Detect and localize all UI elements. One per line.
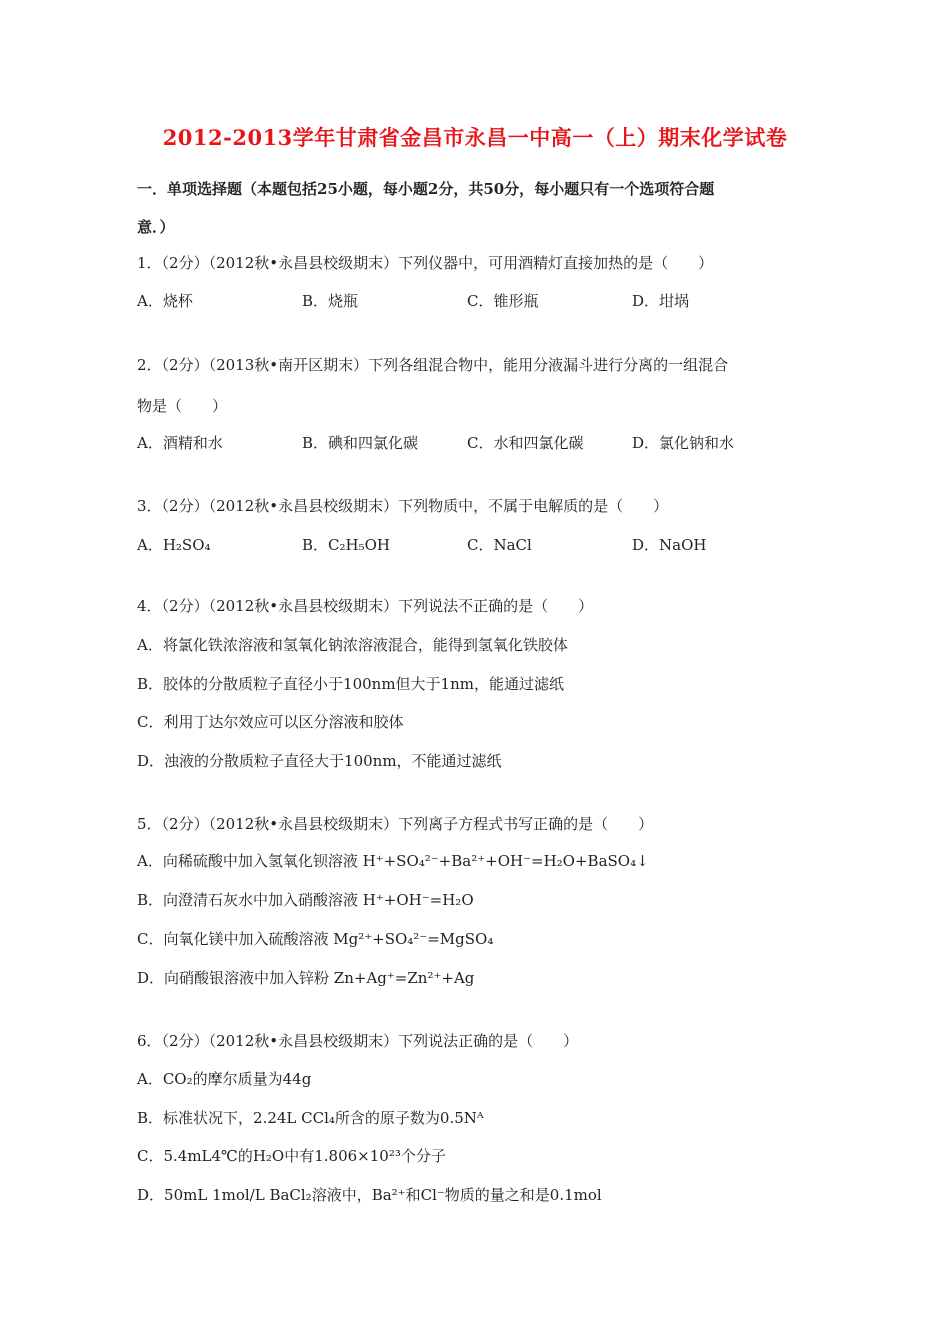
question-4-option-a: A．将氯化铁浓溶液和氢氧化钠浓溶液混合，能得到氢氧化铁胶体 xyxy=(137,636,568,654)
question-5-option-c: C．向氧化镁中加入硫酸溶液 Mg²⁺+SO₄²⁻=MgSO₄ xyxy=(137,930,494,948)
question-1-option-d: D．坩埚 xyxy=(632,292,690,310)
question-4-option-c: C．利用丁达尔效应可以区分溶液和胶体 xyxy=(137,713,404,731)
question-2-option-b: B．碘和四氯化碳 xyxy=(302,434,419,452)
question-1-option-a: A．烧杯 xyxy=(137,292,193,310)
question-6-option-c: C．5.4mL4℃的H₂O中有1.806×10²³个分子 xyxy=(137,1147,446,1165)
question-5-option-d: D．向硝酸银溶液中加入锌粉 Zn+Ag⁺=Zn²⁺+Ag xyxy=(137,969,475,987)
question-3-option-b: B．C₂H₅OH xyxy=(302,536,390,554)
question-6-option-a: A．CO₂的摩尔质量为44g xyxy=(137,1070,312,1088)
question-6-option-b: B．标准状况下，2.24L CCl₄所含的原子数为0.5Nᴬ xyxy=(137,1109,484,1127)
question-3-stem: 3．（2分）（2012秋•永昌县校级期末）下列物质中，不属于电解质的是（ ） xyxy=(137,497,669,515)
section-heading-line2: 意．） xyxy=(137,218,175,236)
question-3-option-c: C．NaCl xyxy=(467,536,532,554)
question-3-option-a: A．H₂SO₄ xyxy=(137,536,211,554)
question-5-stem: 5．（2分）（2012秋•永昌县校级期末）下列离子方程式书写正确的是（ ） xyxy=(137,815,654,833)
question-2-option-c: C．水和四氯化碳 xyxy=(467,434,584,452)
question-1-stem: 1．（2分）（2012秋•永昌县校级期末）下列仪器中，可用酒精灯直接加热的是（ ） xyxy=(137,254,714,272)
question-2-stem-line2: 物是（ ） xyxy=(137,397,228,415)
section-heading-line1: 一．单项选择题（本题包括25小题，每小题2分，共50分，每小题只有一个选项符合题 xyxy=(137,180,715,198)
exam-title: 2012-2013学年甘肃省金昌市永昌一中高一（上）期末化学试卷 xyxy=(162,125,788,150)
question-2-stem-line1: 2．（2分）（2013秋•南开区期末）下列各组混合物中，能用分液漏斗进行分离的一组混合 xyxy=(137,356,729,374)
question-3-option-d: D．NaOH xyxy=(632,536,707,554)
question-5-option-b: B．向澄清石灰水中加入硝酸溶液 H⁺+OH⁻=H₂O xyxy=(137,891,474,909)
question-4-option-b: B．胶体的分散质粒子直径小于100nm但大于1nm，能通过滤纸 xyxy=(137,675,564,693)
question-1-option-c: C．锥形瓶 xyxy=(467,292,539,310)
question-6-option-d: D．50mL 1mol/L BaCl₂溶液中，Ba²⁺和Cl⁻物质的量之和是0.1mol xyxy=(137,1186,602,1204)
question-2-option-d: D．氯化钠和水 xyxy=(632,434,735,452)
question-2-option-a: A．酒精和水 xyxy=(137,434,223,452)
question-6-stem: 6．（2分）（2012秋•永昌县校级期末）下列说法正确的是（ ） xyxy=(137,1032,579,1050)
question-4-stem: 4．（2分）（2012秋•永昌县校级期末）下列说法不正确的是（ ） xyxy=(137,597,594,615)
question-5-option-a: A．向稀硫酸中加入氢氧化钡溶液 H⁺+SO₄²⁻+Ba²⁺+OH⁻=H₂O+BaSO₄↓ xyxy=(137,852,649,870)
question-1-option-b: B．烧瓶 xyxy=(302,292,359,310)
question-4-option-d: D．浊液的分散质粒子直径大于100nm，不能通过滤纸 xyxy=(137,752,502,770)
